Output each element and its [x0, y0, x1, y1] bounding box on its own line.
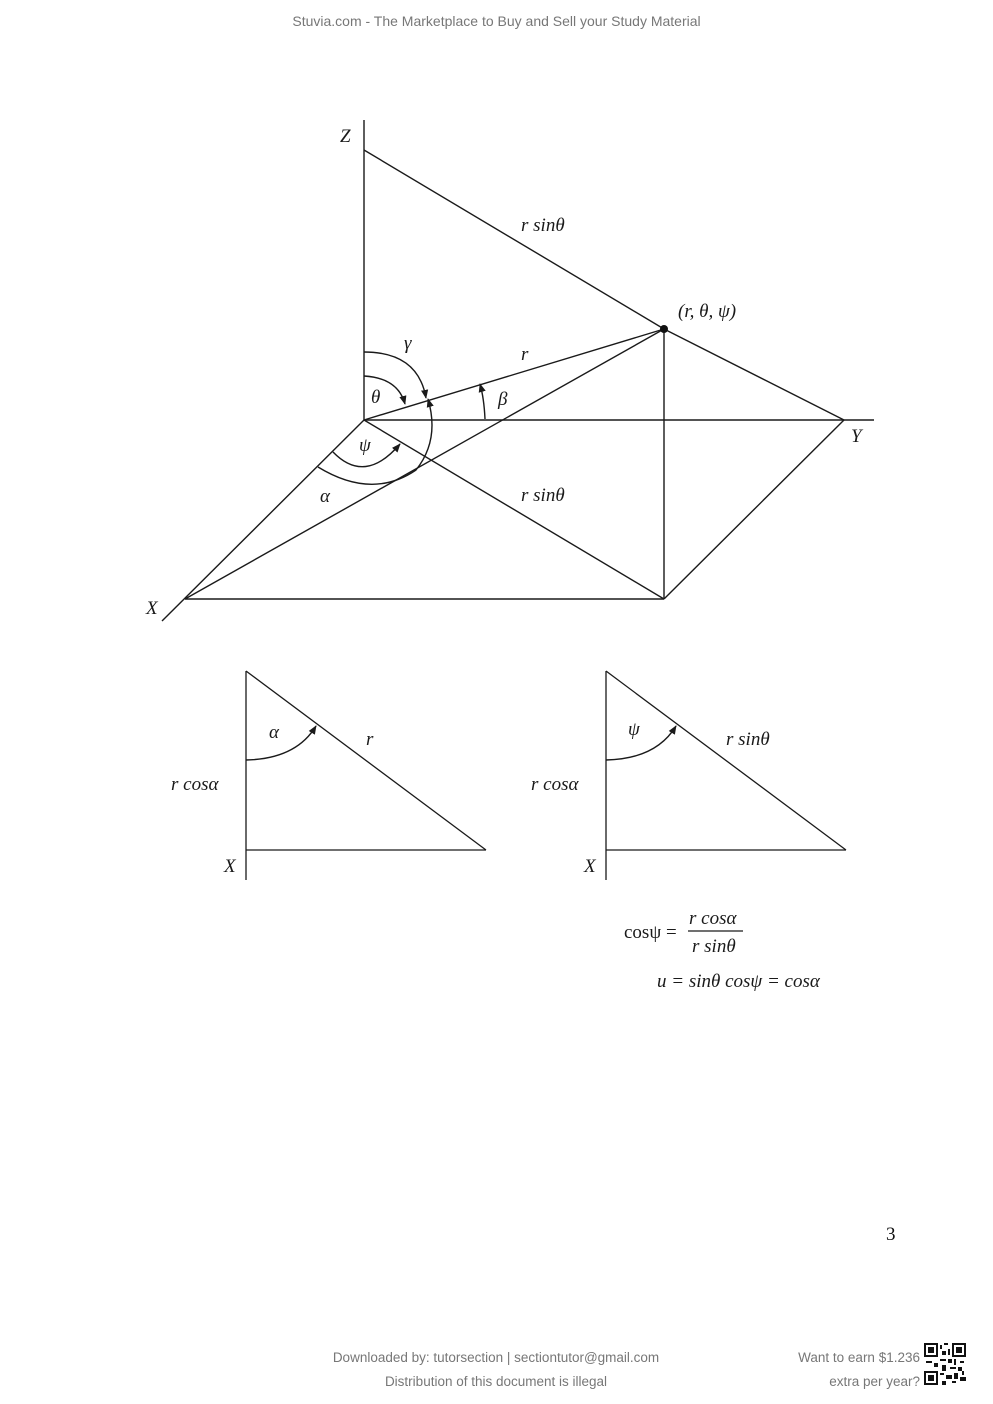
alpha-label: α: [320, 486, 330, 507]
right-tri-angle-arc: [606, 726, 676, 760]
point-label: (r, θ, ψ): [678, 301, 737, 322]
header-text: Stuvia.com - The Marketplace to Buy and Sell your Study Material: [292, 13, 701, 29]
beta-label: β: [498, 389, 508, 410]
promo-link[interactable]: [760, 1346, 920, 1394]
beta-arc: [480, 384, 485, 419]
x-axis-label: X: [146, 598, 158, 619]
left-tri-axis-label: X: [224, 856, 236, 877]
edge-top-label: r sinθ: [521, 215, 565, 236]
right-tri-axis-label: X: [584, 856, 596, 877]
z-axis-label: Z: [340, 126, 351, 147]
qr-code-icon[interactable]: [924, 1343, 966, 1385]
psi-label: ψ: [359, 435, 371, 456]
equation-2: u = sinθ cosψ = cosα: [657, 971, 820, 992]
alpha-arc: [318, 399, 432, 484]
y-axis-label: Y: [851, 426, 862, 447]
right-tri-side-label: r cosα: [531, 774, 579, 795]
gamma-label: γ: [404, 333, 412, 354]
left-tri-angle-label: α: [269, 722, 279, 743]
downloaded-by-text: Downloaded by: tutorsection | sectiontutor@gmail.com: [332, 1350, 660, 1365]
edge-bottom-label: r sinθ: [521, 485, 565, 506]
equation-1-lhs: cosψ =: [624, 922, 677, 943]
right-tri-hyp-label: r sinθ: [726, 729, 770, 750]
page-number: 3: [886, 1224, 896, 1245]
equation-1-denominator: r sinθ: [692, 936, 736, 957]
edge-z-to-point: [364, 150, 664, 329]
promo-line-1: Want to earn $1.236: [798, 1350, 920, 1365]
left-tri-hyp-label: r: [366, 729, 374, 750]
x-axis: [162, 420, 364, 621]
left-tri-hypotenuse: [246, 671, 486, 850]
right-tri-angle-label: ψ: [628, 719, 640, 740]
distribution-notice: Distribution of this document is illegal: [384, 1374, 608, 1389]
left-tri-side-label: r cosα: [171, 774, 219, 795]
radius-label: r: [521, 344, 529, 365]
left-tri-angle-arc: [246, 726, 316, 760]
promo-line-2: extra per year?: [829, 1374, 920, 1389]
edge-foot-to-y: [664, 420, 844, 599]
projection-line: [364, 420, 664, 599]
right-tri-hypotenuse: [606, 671, 846, 850]
theta-label: θ: [371, 387, 381, 408]
footer-center: [296, 1346, 696, 1394]
edge-point-to-y: [664, 329, 844, 420]
equation-1-numerator: r cosα: [689, 908, 737, 929]
point-marker: [660, 325, 668, 333]
edge-x-to-point: [185, 329, 664, 599]
